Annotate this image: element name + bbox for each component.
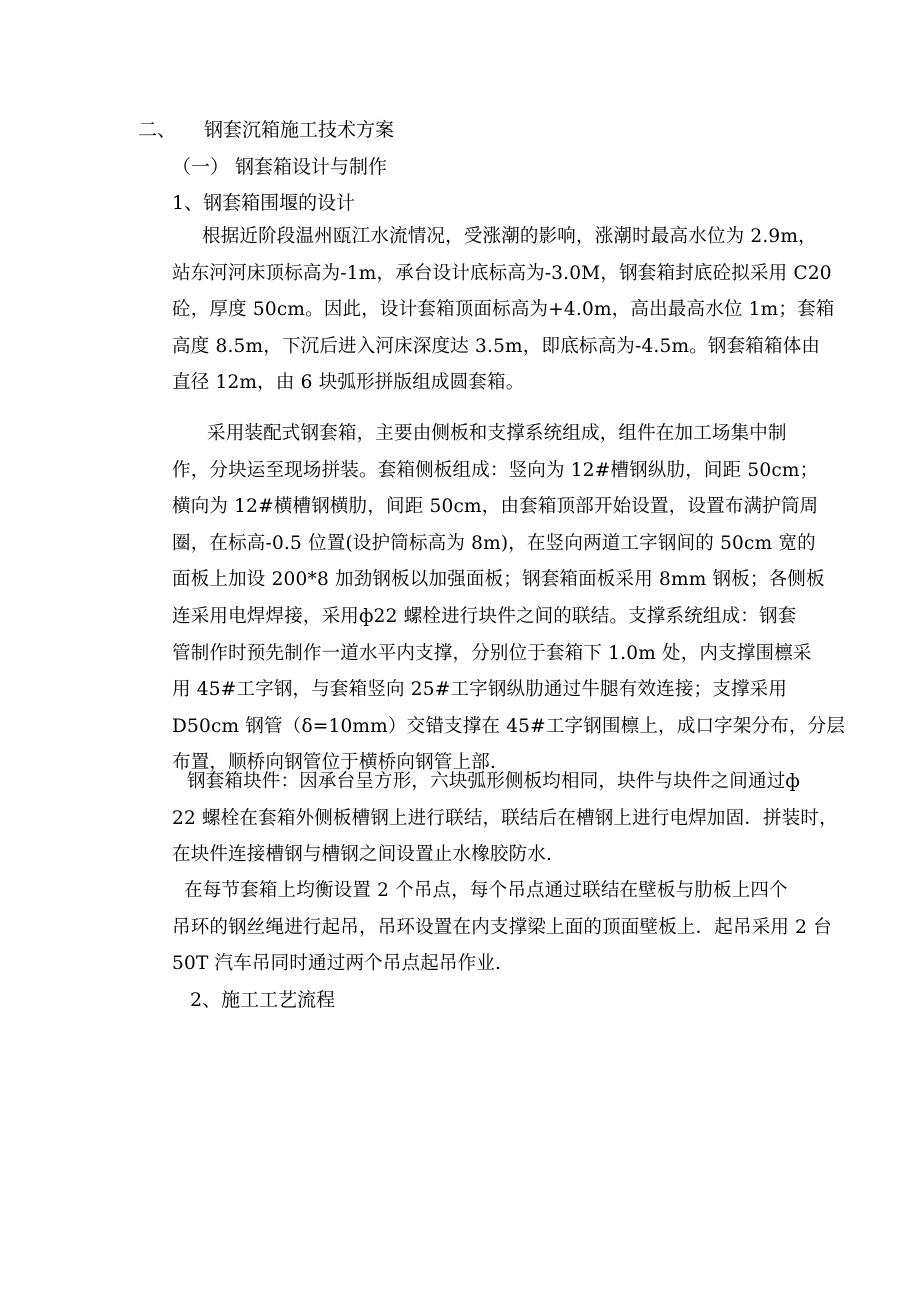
paragraph-line: 在块件连接槽钢与槽钢之间设置止水橡胶防水. bbox=[172, 844, 553, 866]
paragraph-line: 钢套箱块件：因承台呈方形，六块弧形侧板均相同，块件与块件之间通过ф bbox=[187, 771, 801, 792]
section-title: 钢套沉箱施工技术方案 bbox=[204, 119, 395, 141]
paragraph-line: 连采用电焊焊接，采用ф22 螺栓进行块件之间的联结。支撑系统组成：钢套 bbox=[172, 605, 797, 627]
paragraph-line: 站东河河床顶标高为-1m，承台设计底标高为-3.0M，钢套箱封底砼拟采用 C20 bbox=[172, 262, 832, 284]
paragraph-assembly bbox=[172, 416, 846, 782]
item2-title: 2、施工工艺流程 bbox=[190, 989, 336, 1011]
paragraph-line: 布置，顺桥向钢管位于横桥向钢管上部. bbox=[172, 752, 496, 774]
paragraph-line: 采用装配式钢套箱，主要由侧板和支撑系统组成，组件在加工场集中制 bbox=[207, 423, 787, 444]
paragraph-line: 管制作时预先制作一道水平内支撑，分别位于套箱下 1.0m 处，内支撑围檩采 bbox=[172, 642, 812, 664]
paragraph-block-parts bbox=[172, 764, 838, 874]
item1-title: 1、钢套箱围堰的设计 bbox=[172, 192, 356, 214]
paragraph-lifting bbox=[172, 873, 832, 983]
subsection-title: （一） 钢套箱设计与制作 bbox=[172, 156, 388, 178]
paragraph-line: 圈，在标高-0.5 位置(设护筒标高为 8m)，在竖向两道工字钢间的 50cm 宽的 bbox=[172, 532, 816, 554]
paragraph-line: D50cm 钢管（δ=10mm）交错支撑在 45#工字钢围檩上，成口字架分布，分层 bbox=[172, 715, 846, 737]
paragraph-line: 横向为 12#横槽钢横肋，间距 50cm，由套箱顶部开始设置，设置布满护筒周 bbox=[172, 496, 819, 518]
paragraph-line: 50T 汽车吊同时通过两个吊点起吊作业. bbox=[172, 953, 502, 975]
section-number: 二、 bbox=[138, 119, 177, 141]
paragraph-line: 高度 8.5m，下沉后进入河床深度达 3.5m，即底标高为-4.5m。钢套箱箱体由 bbox=[172, 335, 821, 357]
paragraph-line: 面板上加设 200*8 加劲钢板以加强面板；钢套箱面板采用 8mm 钢板；各侧板 bbox=[172, 569, 825, 591]
paragraph-line: 在每节套箱上均衡设置 2 个吊点，每个吊点通过联结在壁板与肋板上四个 bbox=[184, 880, 788, 901]
paragraph-line: 根据近阶段温州瓯江水流情况，受涨潮的影响，涨潮时最高水位为 2.9m， bbox=[202, 226, 817, 247]
paragraph-cofferdam-design bbox=[172, 219, 835, 402]
paragraph-line: 作，分块运至现场拼装。套箱侧板组成：竖向为 12#槽钢纵肋，间距 50cm； bbox=[172, 459, 819, 481]
paragraph-line: 用 45#工字钢，与套箱竖向 25#工字钢纵肋通过牛腿有效连接；支撑采用 bbox=[172, 679, 788, 701]
paragraph-line: 砼，厚度 50cm。因此，设计套箱顶面标高为+4.0m，高出最高水位 1m；套箱 bbox=[172, 299, 835, 321]
paragraph-line: 吊环的钢丝绳进行起吊，吊环设置在内支撑梁上面的顶面壁板上．起吊采用 2 台 bbox=[172, 916, 832, 938]
paragraph-line: 直径 12m，由 6 块弧形拼版组成圆套箱。 bbox=[172, 372, 525, 394]
paragraph-line: 22 螺栓在套箱外侧板槽钢上进行联结，联结后在槽钢上进行电焊加固．拼装时， bbox=[172, 807, 838, 829]
